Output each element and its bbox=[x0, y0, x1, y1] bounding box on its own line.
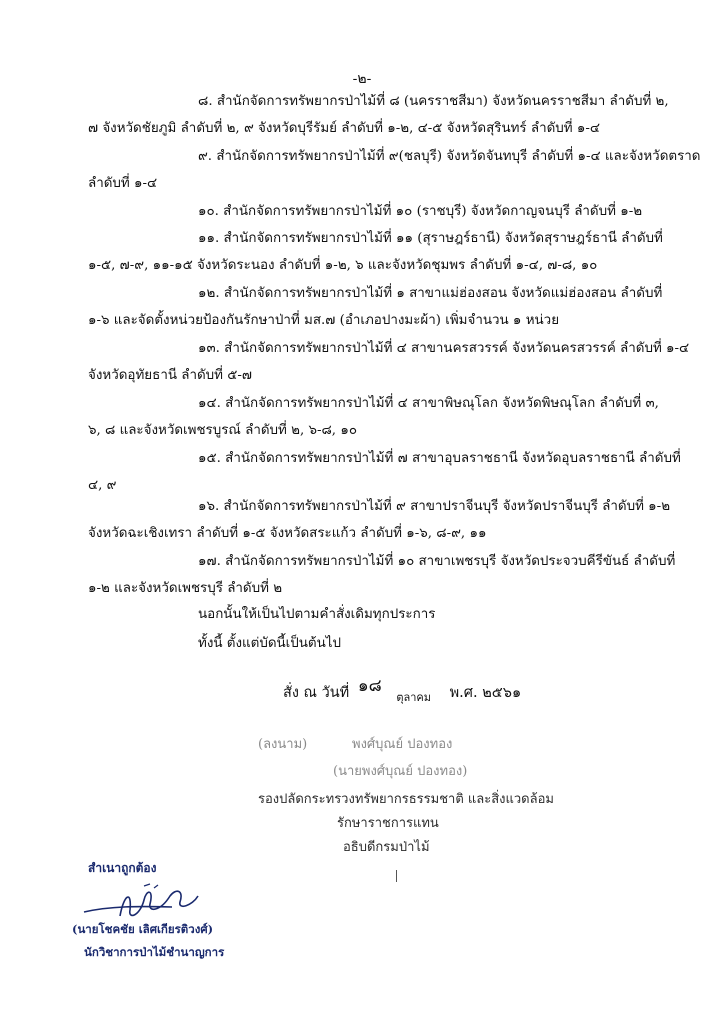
date-prefix: สั่ง ณ วันที่ bbox=[283, 685, 350, 701]
list-item-line: ๑๖. สำนักจัดการทรัพยากรป่าไม้ที่ ๙ สาขาปราจีนบุรี จังหวัดปราจีนบุรี ลำดับที่ ๑-๒ bbox=[198, 499, 671, 514]
date-month: ตุลาคม bbox=[396, 691, 432, 704]
list-item-line: ๑-๕, ๗-๙, ๑๑-๑๕ จังหวัดระนอง ลำดับที่ ๑-๒, ๖ และจังหวัดชุมพร ลำดับที่ ๑-๔, ๗-๘, ๑๐ bbox=[88, 258, 598, 273]
signatory-position: รองปลัดกระทรวงทรัพยากรธรรมชาติ และสิ่งแวดล้อม bbox=[258, 792, 554, 807]
list-item-line: ลำดับที่ ๑-๔ bbox=[88, 176, 158, 191]
certifier-position: นักวิชาการป่าไม้ชำนาญการ bbox=[84, 945, 225, 959]
list-item-14 bbox=[88, 390, 668, 444]
list-item-line: ๑๐. สำนักจัดการทรัพยากรป่าไม้ที่ ๑๐ (ราชบุรี) จังหวัดกาญจนบุรี ลำดับที่ ๑-๒ bbox=[198, 204, 643, 219]
list-item-15 bbox=[88, 445, 681, 499]
list-item-17 bbox=[88, 548, 676, 602]
list-item-line: จังหวัดอุทัยธานี ลำดับที่ ๕-๗ bbox=[88, 368, 252, 383]
page-number: -๒- bbox=[352, 71, 372, 87]
closing-line-1: นอกนั้นให้เป็นไปตามคำสั่งเดิมทุกประการ bbox=[198, 607, 436, 622]
date-day: ๑๘ bbox=[357, 676, 382, 695]
list-item-9 bbox=[88, 143, 701, 197]
list-item-line: ๘. สำนักจัดการทรัพยากรป่าไม้ที่ ๘ (นครราชสีมา) จังหวัดนครราชสีมา ลำดับที่ ๒, bbox=[198, 94, 669, 109]
list-item-line: ๔, ๙ bbox=[88, 478, 117, 493]
signed-name: พงศ์บุณย์ ปองทอง bbox=[352, 737, 453, 752]
list-item-line: ๑๓. สำนักจัดการทรัพยากรป่าไม้ที่ ๔ สาขานครสวรรค์ จังหวัดนครสวรรค์ ลำดับที่ ๑-๔ bbox=[198, 341, 690, 356]
list-item-16 bbox=[88, 493, 671, 547]
list-item-10 bbox=[88, 198, 668, 225]
divider bbox=[396, 870, 397, 882]
list-item-line: ๑๒. สำนักจัดการทรัพยากรป่าไม้ที่ ๑ สาขาแม่ฮ่องสอน จังหวัดแม่ฮ่องสอน ลำดับที่ bbox=[198, 286, 663, 301]
list-item-line: ๑-๒ และจังหวัดเพชรบุรี ลำดับที่ ๒ bbox=[88, 581, 283, 596]
list-item-8 bbox=[88, 88, 668, 142]
signatory-name: (นายพงศ์บุณย์ ปองทอง) bbox=[333, 764, 468, 779]
list-item-line: ๖, ๘ และจังหวัดเพชรบูรณ์ ลำดับที่ ๒, ๖-๘, ๑๐ bbox=[88, 423, 357, 438]
certifier-name: (นายโชคชัย เลิศเกียรติวงศ์) bbox=[72, 922, 214, 936]
list-item-line: ๙. สำนักจัดการทรัพยากรป่าไม้ที่ ๙(ชลบุรี) จังหวัดจันทบุรี ลำดับที่ ๑-๔ และจังหวัดตราด bbox=[198, 149, 701, 164]
list-item-line: จังหวัดฉะเชิงเทรา ลำดับที่ ๑-๕ จังหวัดสระแก้ว ลำดับที่ ๑-๖, ๘-๙, ๑๑ bbox=[88, 526, 487, 541]
order-date bbox=[283, 678, 521, 705]
list-item-line: ๗ จังหวัดชัยภูมิ ลำดับที่ ๒, ๙ จังหวัดบุรีรัมย์ ลำดับที่ ๑-๒, ๔-๕ จังหวัดสุรินทร์ ลำดับที่ ๑-๔ bbox=[88, 121, 601, 136]
list-item-line: ๑๔. สำนักจัดการทรัพยากรป่าไม้ที่ ๔ สาขาพิษณุโลก จังหวัดพิษณุโลก ลำดับที่ ๓, bbox=[198, 396, 659, 411]
acting-label: รักษาราชการแทน bbox=[337, 816, 439, 831]
date-year: พ.ศ. ๒๕๖๑ bbox=[449, 685, 522, 701]
list-item-line: ๑๗. สำนักจัดการทรัพยากรป่าไม้ที่ ๑๐ สาขาเพชรบุรี จังหวัดประจวบคีรีขันธ์ ลำดับที่ bbox=[198, 554, 676, 569]
list-item-line: ๑๑. สำนักจัดการทรัพยากรป่าไม้ที่ ๑๑ (สุราษฎร์ธานี) จังหวัดสุราษฎร์ธานี ลำดับที่ bbox=[198, 231, 663, 246]
list-item-13 bbox=[88, 335, 690, 389]
handwritten-signature bbox=[80, 876, 220, 924]
list-item-line: ๑-๖ และจัดตั้งหน่วยป้องกันรักษาป่าที่ มส.๗ (อำเภอปางมะผ้า) เพิ่มจำนวน ๑ หน่วย bbox=[88, 313, 560, 328]
certified-copy-label: สำเนาถูกต้อง bbox=[88, 861, 157, 875]
signed-label: (ลงนาม) bbox=[258, 737, 308, 752]
department-head-title: อธิบดีกรมป่าไม้ bbox=[343, 840, 430, 855]
list-item-12 bbox=[88, 280, 668, 334]
list-item-line: ๑๕. สำนักจัดการทรัพยากรป่าไม้ที่ ๗ สาขาอุบลราชธานี จังหวัดอุบลราชธานี ลำดับที่ bbox=[198, 451, 681, 466]
closing-line-2: ทั้งนี้ ตั้งแต่บัดนี้เป็นต้นไป bbox=[198, 636, 342, 651]
list-item-11 bbox=[88, 225, 668, 279]
